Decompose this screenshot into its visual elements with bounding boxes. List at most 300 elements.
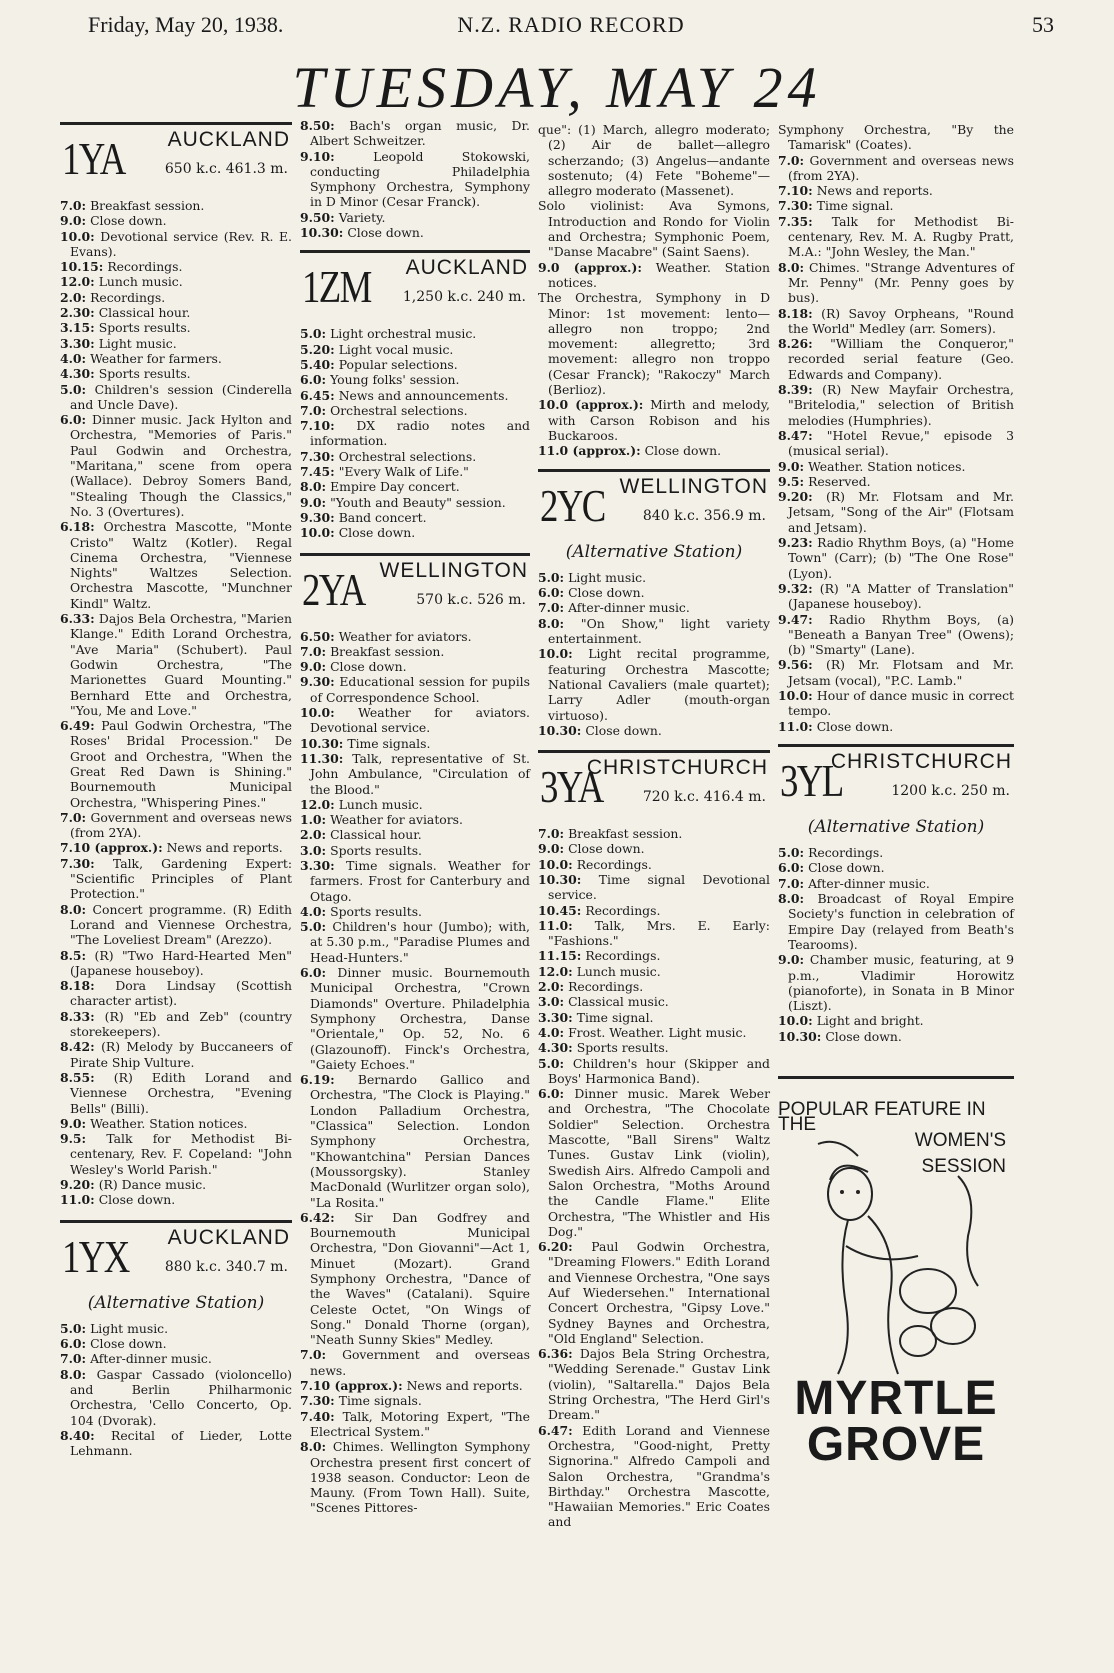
programme-item: 6.36: Dajos Bela String Orchestra, "Wedding Serenade." Gustav Link (violin), "Saltarella." Dajos Bela String Orchestra, "The Herd Girl's Dream." (538, 1346, 770, 1423)
programme-time: 3.0: (300, 842, 327, 858)
programme-time: 8.0: (300, 479, 327, 495)
section-rule (778, 744, 1014, 747)
column-3 (538, 122, 770, 1542)
programme-time: 8.0: (60, 901, 87, 917)
programme-time: 7.30: (300, 448, 335, 464)
programme-time: 6.36: (538, 1346, 573, 1362)
programme-item: 10.0: Light and bright. (778, 1013, 924, 1029)
programme-item: 7.30: Time signals. (300, 1393, 422, 1409)
programme-item: 10.45: Recordings. (538, 902, 661, 918)
programme-time: 9.30: (300, 674, 335, 690)
programme-time: 6.42: (300, 1209, 335, 1225)
page-number: 53 (1032, 12, 1054, 37)
programme-item: 9.10: Leopold Stokowski, conducting Philadelphia Symphony Orchestra, Symphony in D Minor (Cesar Franck). (300, 148, 530, 210)
programme-time: 7.10 (approx.): (60, 840, 163, 856)
programme-item: 8.26: "William the Conqueror," recorded serial feature (Geo. Edwards and Company). (778, 336, 1014, 382)
programme-item: 6.18: Orchestra Mascotte, "Monte Cristo" Waltz (Kotler). Regal Cinema Orchestra, "Viennese Nights" Waltzes Selection. Orchestra Mascotte, "Munchner Kindl" Waltz. (60, 519, 292, 611)
programme-item: 7.10 (approx.): News and reports. (60, 840, 283, 856)
programme-time: 10.0: (778, 1013, 813, 1029)
programme-item: 5.0: Children's hour (Skipper and Boys' Harmonica Band). (538, 1055, 770, 1086)
programme-time: 8.47: (778, 427, 813, 443)
station-city: CHRISTCHURCH (586, 756, 768, 780)
programme-time: 8.50: (300, 118, 335, 133)
programme-item: 6.45: News and announcements. (300, 387, 509, 403)
programme-time: 2.0: (60, 289, 87, 305)
programme-item: 10.30: Close down. (778, 1028, 902, 1044)
programme-item: 8.0: Empire Day concert. (300, 479, 460, 495)
programme-time: 4.0: (300, 903, 327, 919)
station-frequency: 1200 k.c. 250 m. (891, 782, 1010, 799)
programme-item: 8.0: Broadcast of Royal Empire Society's function in celebration of Empire Day (relayed from Beath's Tearooms). (778, 891, 1014, 952)
programme-item: 8.18: (R) Savoy Orpheans, "Round the World" Medley (arr. Somers). (778, 305, 1014, 336)
advertisement-rule (778, 1076, 1014, 1079)
station-frequency: 880 k.c. 340.7 m. (164, 1258, 288, 1275)
programme-item: 6.47: Edith Lorand and Viennese Orchestra, "Good-night, Pretty Signorina." Alfredo Campoli and Salon Orchestra, "Grandma's Birthday." Orchestra Mascotte, "Hawaiian Memories." Eric Coates and (538, 1422, 770, 1530)
programme-time: 7.0: (538, 600, 565, 616)
programme-time: 7.0: (538, 826, 565, 842)
programme-time: 5.0: (60, 1320, 87, 1336)
programme-time: 6.49: (60, 718, 95, 734)
programme-time: 9.0: (300, 659, 327, 675)
programme-time: 7.45: (300, 464, 335, 480)
programme-time: 9.0: (60, 1115, 87, 1131)
programme-item: 7.0: After-dinner music. (778, 875, 930, 891)
station-header (300, 559, 530, 621)
programme-time: 7.0: (60, 809, 87, 825)
programme-time: 8.0: (538, 615, 565, 631)
programme-item: 7.0: Government and overseas news (from 2YA). (778, 152, 1014, 183)
column-2 (300, 118, 530, 1528)
programme-item: 11.15: Recordings. (538, 948, 661, 964)
programme-time: 10.30: (778, 1028, 822, 1044)
programme-item: 12.0: Lunch music. (60, 274, 183, 290)
programme-item: 8.0: "On Show," light variety entertainment. (538, 615, 770, 647)
programme-time: 9.20: (778, 489, 813, 505)
programme-time: 8.39: (778, 382, 813, 398)
programme-time: 11.0: (60, 1192, 95, 1208)
station-city: AUCKLAND (167, 1225, 290, 1249)
programme-time: 7.10: (300, 418, 335, 434)
programme-item: 2.0: Recordings. (60, 289, 166, 305)
programme-time: 4.30: (60, 366, 95, 382)
programme-item: 8.42: (R) Melody by Buccaneers of Pirate Ship Vulture. (60, 1039, 292, 1070)
programme-item: 5.0: Children's hour (Jumbo); with, at 5.30 p.m., "Paradise Plumes and Head-Hunters." (300, 919, 530, 965)
station-frequency: 840 k.c. 356.9 m. (642, 507, 766, 524)
programme-item: 11.0: Close down. (778, 718, 894, 734)
column-spacer (778, 734, 1014, 744)
programme-item: 7.45: "Every Walk of Life." (300, 464, 469, 480)
programme-time: 7.0: (300, 402, 327, 418)
station-spacer (300, 1516, 530, 1528)
station-frequency: 570 k.c. 526 m. (416, 591, 526, 608)
programme-time: 5.0: (778, 845, 805, 861)
programme-item: 3.15: Sports results. (60, 320, 191, 336)
programme-item: 4.30: Sports results. (538, 1040, 669, 1056)
programme-item: 7.0: Breakfast session. (538, 826, 683, 842)
programme-time: 3.30: (300, 857, 335, 873)
programme-item: 7.30: Orchestral selections. (300, 448, 477, 464)
programme-item: 7.0: Breakfast session. (300, 643, 445, 659)
programme-item: 9.0: Close down. (300, 659, 407, 675)
programme-item: 9.0: Close down. (60, 213, 167, 229)
programme-item: 4.30: Sports results. (60, 366, 191, 382)
station-header (538, 475, 770, 537)
station-frequency: 650 k.c. 461.3 m. (164, 161, 288, 177)
programme-item: 3.30: Light music. (60, 335, 177, 351)
programme-time: 8.18: (60, 978, 95, 994)
programme-item: 2.30: Classical hour. (60, 305, 191, 321)
programme-item: 1.0: Weather for aviators. (300, 812, 463, 828)
programme-item: 7.10: News and reports. (778, 183, 933, 199)
ad-brand-grove: GROVE (806, 1418, 986, 1472)
programme-time: 2.0: (300, 827, 327, 843)
programme-item: 10.30: Time signal Devotional service. (538, 871, 770, 903)
station-header (300, 256, 530, 318)
programme-item: 8.5: (R) "Two Hard-Hearted Men" (Japanese houseboy). (60, 947, 292, 978)
programme-item: 4.0: Sports results. (300, 903, 422, 919)
programme-item: 9.30: Educational session for pupils of Correspondence School. (300, 674, 530, 705)
programme-item: 6.0: Young folks' session. (300, 372, 460, 388)
programme-item: 6.0: Close down. (538, 585, 645, 601)
programme-time: 10.15: (60, 259, 104, 275)
section-rule (60, 1220, 292, 1223)
programme-time: 2.30: (60, 305, 95, 321)
programme-item: 10.15: Recordings. (60, 259, 183, 275)
programme-item: 9.50: Variety. (300, 209, 386, 225)
programme-time: 9.5: (778, 473, 805, 489)
programme-time: 7.10: (778, 183, 813, 199)
programme-item: 8.33: (R) "Eb and Zeb" (country storekeepers). (60, 1008, 292, 1040)
programme-time: 9.56: (778, 657, 813, 673)
column-spacer (538, 459, 770, 469)
programme-item: 5.0: Children's session (Cinderella and Uncle Dave). (60, 381, 292, 412)
programme-item: 11.0: Talk, Mrs. E. Early: "Fashions." (538, 917, 770, 949)
programme-time: 8.33: (60, 1008, 95, 1024)
programme-item: 6.0: Dinner music. Marek Weber and Orchestra, "The Chocolate Soldier" Selection. Orchestra Mascotte, "Ball Sirens" Waltz Tunes. Gustav Link (violin), Swedish Airs. Alfredo Campoli and Salon Orchestra, "Moths Around the Candle Flame." Elite Orchestra, "The Whistler and His Dog." (538, 1086, 770, 1239)
publication-name: N.Z. RADIO RECORD (457, 12, 685, 37)
station-spacer (538, 738, 770, 750)
programme-time: 9.5: (60, 1131, 87, 1147)
woman-illustration-icon (778, 1116, 1014, 1376)
programme-item: 9.0: Weather. Station notices. (60, 1115, 248, 1131)
programme-item: 10.0: Devotional service (Rev. R. E. Evans). (60, 228, 292, 259)
programme-item: 12.0: Lunch music. (538, 963, 661, 979)
programme-time: 3.15: (60, 320, 95, 336)
programme-time: 7.0: (778, 152, 805, 168)
station-city: WELLINGTON (619, 474, 768, 498)
programme-time: 6.19: (300, 1072, 335, 1088)
programme-time: 5.0: (300, 919, 327, 935)
programme-time: 9.0: (60, 213, 87, 229)
section-rule (538, 750, 770, 753)
programme-time: 10.0: (778, 687, 813, 703)
section-rule (300, 250, 530, 253)
programme-time: 6.47: (538, 1422, 573, 1438)
programme-time: 6.0: (60, 1336, 87, 1352)
programme-time: 5.0: (538, 569, 565, 585)
programme-item: 3.0: Classical music. (538, 994, 669, 1010)
programme-time: 12.0: (60, 274, 95, 290)
programme-time: 6.50: (300, 628, 335, 644)
programme-time: 3.30: (538, 1009, 573, 1025)
ad-headline-womens: WOMEN'S (914, 1130, 1006, 1152)
programme-item: 4.0: Frost. Weather. Light music. (538, 1024, 747, 1040)
programme-time: 9.0: (300, 494, 327, 510)
programme-time: 9.32: (778, 580, 813, 596)
station-frequency: 1,250 k.c. 240 m. (402, 289, 526, 306)
programme-time: 7.0: (60, 1351, 87, 1367)
programme-time: 10.0: (300, 705, 335, 721)
programme-time: 6.45: (300, 387, 335, 403)
station-call-sign: 3YA (540, 761, 603, 813)
programme-item: The Orchestra, Symphony in D Minor: 1st movement: lento—allegro non troppo; 2nd movement: allegretto; 3rd movement: allegro non troppo (Cesar Franck); "Rakoczy" March (Berlioz). (538, 290, 770, 398)
alternative-station-label: (Alternative Station) (87, 1292, 265, 1313)
programme-item: 7.0: After-dinner music. (538, 600, 690, 616)
programme-item: 7.0: Government and overseas news (from 2YA). (60, 809, 292, 841)
programme-item: 7.30: Time signal. (778, 198, 894, 214)
station-frequency: 720 k.c. 416.4 m. (642, 789, 766, 806)
station-spacer (778, 1044, 1014, 1056)
station-call-sign: 2YA (302, 563, 365, 615)
programme-time: 7.30: (60, 855, 95, 871)
alternative-station-label: (Alternative Station) (565, 541, 743, 562)
programme-time: 8.40: (60, 1427, 95, 1443)
programme-time: 4.0: (60, 350, 87, 366)
programme-time: 9.50: (300, 209, 335, 225)
programme-time: 9.0: (538, 841, 565, 857)
programme-time: 8.0: (778, 259, 805, 275)
programme-time: 6.0: (538, 1086, 565, 1102)
programme-item: 7.0: Orchestral selections. (300, 402, 468, 418)
programme-time: 9.0: (778, 952, 805, 968)
programme-item: 10.0 (approx.): Mirth and melody, with Carson Robison and his Buckaroos. (538, 397, 770, 443)
programme-item: 7.0: Government and overseas news. (300, 1347, 530, 1378)
section-rule (300, 553, 530, 556)
programme-item: 2.0: Classical hour. (300, 827, 422, 843)
programme-time: 7.35: (778, 213, 813, 229)
programme-item: 7.10 (approx.): News and reports. (300, 1378, 523, 1394)
programme-time: 8.0: (778, 891, 805, 907)
programme-item: 5.20: Light vocal music. (300, 341, 454, 357)
station-header (60, 1226, 292, 1288)
programme-time: 7.0: (60, 198, 87, 213)
programme-item: 9.0 (approx.): Weather. Station notices. (538, 259, 770, 290)
programme-item: 11.0 (approx.): Close down. (538, 443, 722, 459)
programme-item: 8.55: (R) Edith Lorand and Viennese Orchestra, "Evening Bells" (Billi). (60, 1069, 292, 1116)
programme-time: 6.0: (538, 585, 565, 601)
programme-time: 4.30: (538, 1040, 573, 1056)
programme-item: 3.30: Time signals. Weather for farmers. Frost for Canterbury and Otago. (300, 857, 530, 904)
programme-item: 9.5: Talk for Methodist Bi-centenary, Rev. F. Copeland: "John Wesley's World Parish." (60, 1131, 292, 1177)
programme-time: 9.23: (778, 535, 813, 551)
programme-time: 5.20: (300, 341, 335, 357)
column-4 (778, 122, 1014, 1476)
programme-item: 9.0: Weather. Station notices. (778, 458, 966, 474)
page-header (88, 12, 1054, 38)
station-city: CHRISTCHURCH (830, 749, 1012, 773)
station-call-sign: 1YX (62, 1230, 129, 1282)
station-city: WELLINGTON (379, 558, 528, 582)
programme-time: 5.0: (300, 326, 327, 342)
programme-item: 7.30: Talk, Gardening Expert: "Scientific Principles of Plant Protection." (60, 855, 292, 902)
ad-brand-name (778, 1372, 1014, 1472)
programme-time: 6.20: (538, 1239, 573, 1255)
column-1 (60, 122, 292, 1471)
programme-time: 5.0: (538, 1055, 565, 1071)
programme-item: Symphony Orchestra, "By the Tamarisk" (Coates). (778, 122, 1014, 153)
programme-time: 8.55: (60, 1069, 95, 1085)
station-call-sign: 3YL (780, 754, 843, 806)
programme-item: 9.0: Chamber music, featuring, at 9 p.m., Vladimir Horowitz (pianoforte), in Sonata in B Minor (Liszt). (778, 952, 1014, 1014)
programme-item: 7.0: Breakfast session. (60, 198, 205, 213)
programme-time: 1.0: (300, 812, 327, 828)
programme-item: 10.30: Close down. (300, 225, 424, 241)
programme-item: 9.47: Radio Rhythm Boys, (a) "Beneath a Banyan Tree" (Owens); (b) "Smarty" (Lane). (778, 611, 1014, 658)
programme-time: 11.30: (300, 750, 344, 766)
programme-item: 6.49: Paul Godwin Orchestra, "The Roses' Bridal Procession." De Groot and Orchestra, "When the Great Red Dawn is Shining." Bournemouth Municipal Orchestra, "Whispering Pines." (60, 718, 292, 810)
programme-item: 6.33: Dajos Bela Orchestra, "Marien Klange." Edith Lorand Orchestra, "Ave Maria" (Schubert). Paul Godwin Orchestra, "The Marionettes Guard Mounting." Bernhard Ette and Orchestra, "You, Me and Love." (60, 611, 292, 718)
programme-item: 5.0: Light music. (538, 569, 647, 585)
programme-item: 7.35: Talk for Methodist Bi-centenary, Rev. M. A. Rugby Pratt, M.A.: "John Wesley, the Man." (778, 213, 1014, 260)
programme-time: 10.0: (538, 856, 573, 872)
programme-item: 6.0: Dinner music. Jack Hylton and Orchestra, "Memories of Paris." Paul Godwin and Orchestra, "Maritana," scene from opera (Wallace). Debroy Somers Band, "Stealing Though the Classics," No. 3 (Overtures). (60, 412, 292, 519)
programme-item: 10.0: Light recital programme, featuring Orchestra Mascotte; National Cavaliers (male quartet); Larry Adler (mouth-organ virtuoso). (538, 646, 770, 723)
programme-time: 9.0: (778, 458, 805, 474)
programme-time: 7.30: (778, 198, 813, 214)
programme-item: 8.0: Concert programme. (R) Edith Lorand and Viennese Orchestra, "The Loveliest Dream" (Arezzo). (60, 901, 292, 948)
programme-item: 4.0: Weather for farmers. (60, 350, 222, 366)
station-header (60, 128, 292, 190)
station-call-sign: 2YC (540, 479, 605, 531)
programme-time: 11.0: (778, 718, 813, 734)
programme-item: 8.0: Gaspar Cassado (violoncello) and Berlin Philharmonic Orchestra, 'Cello Concerto, Op. 104 (Dvorak). (60, 1366, 292, 1428)
station-call-sign: 1ZM (302, 261, 371, 313)
programme-item: 5.0: Light music. (60, 1320, 169, 1336)
programme-item: 6.42: Sir Dan Godfrey and Bournemouth Municipal Orchestra, "Don Giovanni"—Act 1, Minuet (Mozart). Grand Symphony Orchestra, "Dance of the Waves" (Catalani). Squire Celeste Octet, "On Wings of Song." Donald Thorne (organ), "Neath Sunny Skies" Medley. (300, 1209, 530, 1348)
programme-time: 10.45: (538, 902, 582, 918)
programme-time: 3.30: (60, 335, 95, 351)
programme-item: 5.0: Light orchestral music. (300, 326, 477, 342)
programme-item: 6.50: Weather for aviators. (300, 628, 472, 644)
programme-time: 8.5: (60, 947, 87, 963)
programme-item: 5.40: Popular selections. (300, 356, 458, 372)
station-city: AUCKLAND (167, 128, 290, 151)
programme-time: 10.0: (60, 228, 95, 244)
section-rule (60, 122, 292, 125)
programme-time: 7.30: (300, 1393, 335, 1409)
programme-time: 6.0: (778, 860, 805, 876)
programme-time: 7.40: (300, 1408, 335, 1424)
programme-item: 8.0: Chimes. Wellington Symphony Orchestra present first concert of 1938 season. Conductor: Leon de Mauny. (From Town Hall). Suite, "Scenes Pittores- (300, 1439, 530, 1516)
programme-item: 9.5: Reserved. (778, 473, 871, 489)
programme-time: 12.0: (300, 796, 335, 812)
programme-item: 10.0: Weather for aviators. Devotional service. (300, 705, 530, 736)
alternative-station-label: (Alternative Station) (807, 816, 985, 837)
programme-time: 11.0: (538, 917, 573, 933)
programme-item: 7.10: DX radio notes and information. (300, 418, 530, 449)
programme-time: 7.10 (approx.): (300, 1378, 403, 1394)
programme-time: 3.0: (538, 994, 565, 1010)
programme-item: 9.30: Band concert. (300, 509, 427, 525)
programme-time: 12.0: (538, 963, 573, 979)
programme-item: que": (1) March, allegro moderato; (2) Air de ballet—allegro scherzando; (3) Angelus—andante sostenuto; (4) Fete "Boheme"—allegro moderato (Massenet). (538, 122, 770, 199)
programme-time: 7.0: (778, 875, 805, 891)
programme-time: 10.30: (538, 871, 582, 887)
programme-time: 10.0 (approx.): (538, 397, 644, 413)
programme-item: 9.0: Close down. (538, 841, 645, 857)
station-call-sign: 1YA (62, 133, 125, 184)
issue-date: Friday, May 20, 1938. (88, 12, 284, 37)
programme-item: 10.30: Time signals. (300, 735, 431, 751)
programme-item: 6.20: Paul Godwin Orchestra, "Dreaming Flowers." Edith Lorand and Viennese Orchestra, "One says Auf Wiedersehen." International Concert Orchestra, "Gipsy Love." Sydney Baynes and Orchestra, "Old England" Selection. (538, 1239, 770, 1346)
station-header (778, 750, 1014, 812)
programme-item: 3.30: Time signal. (538, 1009, 654, 1025)
programme-item: 8.40: Recital of Lieder, Lotte Lehmann. (60, 1427, 292, 1459)
programme-item: 11.30: Talk, representative of St. John Ambulance, "Circulation of the Blood." (300, 750, 530, 797)
programme-item: 9.56: (R) Mr. Flotsam and Mr. Jetsam (vocal), "P.C. Lamb." (778, 657, 1014, 688)
programme-time: 11.15: (538, 948, 582, 964)
programme-time: 5.0: (60, 381, 87, 397)
programme-time: 9.10: (300, 148, 335, 164)
programme-item: 9.0: "Youth and Beauty" session. (300, 494, 506, 510)
programme-item: 7.40: Talk, Motoring Expert, "The Electrical System." (300, 1408, 530, 1439)
programme-time: 2.0: (538, 979, 565, 995)
programme-item: 8.18: Dora Lindsay (Scottish character artist). (60, 978, 292, 1009)
programme-item: 10.0: Close down. (300, 525, 416, 541)
programme-item: 6.19: Bernardo Gallico and Orchestra, "The Clock is Playing." London Palladium Orchestra, "Classica" Selection. London Symphony Orchestra, "Khowantchina" Persian Dances (Moussorgsky). Stanley MacDonald (Wurlitzer organ solo), "La Rosita." (300, 1072, 530, 1210)
programme-time: 6.0: (300, 965, 327, 981)
programme-item: 10.0: Recordings. (538, 856, 652, 872)
programme-time: 11.0 (approx.): (538, 443, 641, 459)
programme-time: 10.0: (300, 525, 335, 541)
programme-time: 9.47: (778, 611, 813, 627)
programme-time: 7.0: (300, 643, 327, 659)
station-spacer (60, 1208, 292, 1220)
station-header (538, 756, 770, 818)
programme-time: 10.30: (300, 735, 344, 751)
station-spacer (60, 1459, 292, 1471)
programme-time: 8.42: (60, 1039, 95, 1055)
programme-time: 10.30: (300, 225, 344, 241)
station-city: AUCKLAND (405, 256, 528, 280)
programme-time: 4.0: (538, 1024, 565, 1040)
programme-item: 8.0: Chimes. "Strange Adventures of Mr. Penny" (Mr. Penny goes by bus). (778, 259, 1014, 306)
programme-item: 11.0: Close down. (60, 1192, 176, 1208)
programme-item: 12.0: Lunch music. (300, 796, 423, 812)
programme-item: 7.0: After-dinner music. (60, 1351, 212, 1367)
station-spacer (538, 1530, 770, 1542)
programme-item: Solo violinist: Ava Symons, Introduction and Rondo for Violin and Orchestra; Symphonic Poem, "Danse Macabre" (Saint Saens). (538, 198, 770, 260)
station-spacer (300, 541, 530, 553)
programme-time: 10.0: (538, 646, 573, 662)
programme-time: 8.0: (300, 1439, 327, 1455)
ad-brand-myrtle: MYRTLE (794, 1372, 998, 1426)
programme-item: 9.20: (R) Dance music. (60, 1177, 207, 1192)
section-rule (538, 469, 770, 472)
programme-item: 9.20: (R) Mr. Flotsam and Mr. Jetsam, "Song of the Air" (Flotsam and Jetsam). (778, 489, 1014, 535)
programme-time: 8.0: (60, 1366, 87, 1382)
programme-time: 5.40: (300, 356, 335, 372)
advertisement-myrtle-grove (778, 1076, 1014, 1476)
programme-time: 9.0 (approx.): (538, 259, 642, 275)
programme-item: 8.50: Bach's organ music, Dr. Albert Schweitzer. (300, 118, 530, 149)
programme-time: 6.33: (60, 611, 95, 627)
programme-time: 8.26: (778, 336, 813, 352)
day-title: TUESDAY, MAY 24 (292, 55, 822, 120)
programme-time: 9.20: (60, 1177, 95, 1192)
programme-item: 5.0: Recordings. (778, 845, 884, 861)
programme-time: 9.30: (300, 509, 335, 525)
